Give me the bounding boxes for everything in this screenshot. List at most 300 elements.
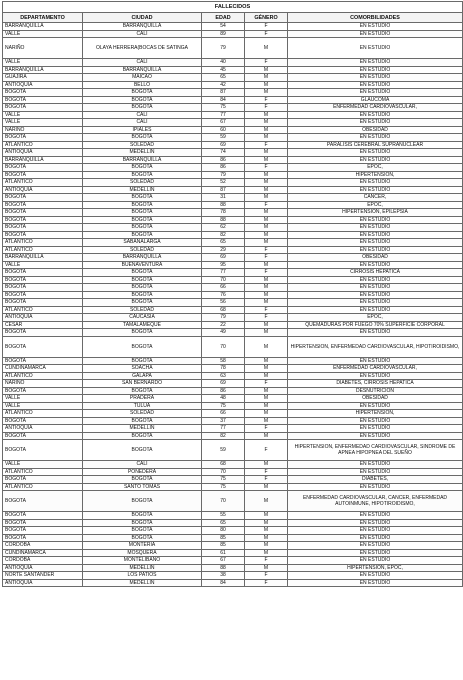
cell-edad: 45 [202,66,245,74]
cell-comorbilidades: EN ESTUDIO [288,549,463,557]
cell-comorbilidades: EN ESTUDIO [288,119,463,127]
cell-genero: M [245,432,288,440]
column-header-ciudad: CIUDAD [83,13,202,23]
cell-ciudad: BOGOTA [83,284,202,292]
table-row [3,491,463,512]
cell-ciudad: BARRANQUILLA [83,66,202,74]
cell-genero: M [245,81,288,89]
cell-comorbilidades: EN ESTUDIO [288,38,463,59]
cell-departamento: BOGOTA [3,284,83,292]
cell-departamento: BOGOTA [3,134,83,142]
table-title: FALLECIDOS [3,2,463,13]
cell-ciudad: SOLEDAD [83,306,202,314]
cell-edad: 67 [202,557,245,565]
cell-comorbilidades: EN ESTUDIO [288,186,463,194]
cell-comorbilidades: EN ESTUDIO [288,534,463,542]
cell-edad: 77 [202,111,245,119]
cell-departamento: ANTIOQUIA [3,81,83,89]
cell-comorbilidades: QUEMADURAS POR FUEGO 70% SUPERFICIE CORPORAL [288,321,463,329]
cell-comorbilidades: OBESIDAD [288,395,463,403]
cell-comorbilidades: EN ESTUDIO [288,357,463,365]
cell-edad: 79 [202,314,245,322]
cell-ciudad: BOGOTA [83,299,202,307]
table-row [3,89,463,97]
cell-edad: 49 [202,329,245,337]
cell-edad: 59 [202,440,245,461]
table-row [3,306,463,314]
cell-ciudad: MEDELLIN [83,564,202,572]
table-row [3,104,463,112]
cell-edad: 70 [202,276,245,284]
table-row [3,276,463,284]
cell-ciudad: BUENAVENTURA [83,261,202,269]
cell-comorbilidades: EN ESTUDIO [288,579,463,587]
cell-departamento: VALLE [3,30,83,38]
cell-genero: M [245,291,288,299]
cell-edad: 68 [202,306,245,314]
cell-ciudad: BOGOTA [83,89,202,97]
cell-comorbilidades: EN ESTUDIO [288,372,463,380]
cell-edad: 63 [202,372,245,380]
cell-edad: 69 [202,254,245,262]
table-row [3,432,463,440]
cell-ciudad: BOGOTA [83,209,202,217]
cell-genero: F [245,164,288,172]
cell-comorbilidades: EN ESTUDIO [288,74,463,82]
cell-edad: 75 [202,402,245,410]
cell-comorbilidades: ENFERMEDAD CARDIOVASCULAR, [288,104,463,112]
table-row [3,468,463,476]
table-row [3,483,463,491]
cell-departamento: BOGOTA [3,171,83,179]
cell-genero: M [245,461,288,469]
cell-genero: M [245,119,288,127]
cell-comorbilidades: OBESIDAD [288,126,463,134]
cell-genero: F [245,425,288,433]
cell-genero: F [245,380,288,388]
cell-edad: 87 [202,186,245,194]
table-header-row [3,13,463,23]
cell-departamento: BOGOTA [3,201,83,209]
cell-comorbilidades: EN ESTUDIO [288,306,463,314]
cell-comorbilidades: EN ESTUDIO [288,224,463,232]
table-row [3,329,463,337]
cell-edad: 65 [202,239,245,247]
cell-genero: M [245,111,288,119]
cell-departamento: BOGOTA [3,527,83,535]
cell-edad: 84 [202,579,245,587]
table-row [3,246,463,254]
cell-genero: F [245,201,288,209]
table-row [3,261,463,269]
cell-comorbilidades: HIPERTENSION, EPILEPSIA [288,209,463,217]
cell-departamento: BOGOTA [3,209,83,217]
cell-comorbilidades: OBESIDAD [288,254,463,262]
cell-edad: 89 [202,30,245,38]
cell-ciudad: BOGOTA [83,387,202,395]
cell-genero: M [245,38,288,59]
cell-comorbilidades: EN ESTUDIO [288,572,463,580]
cell-ciudad: MEDELLIN [83,579,202,587]
cell-departamento: BOGOTA [3,357,83,365]
table-row [3,387,463,395]
cell-ciudad: BOGOTA [83,357,202,365]
cell-edad: 52 [202,179,245,187]
cell-genero: F [245,314,288,322]
cell-comorbilidades: HIPERTENSION, [288,410,463,418]
cell-comorbilidades: EN ESTUDIO [288,432,463,440]
cell-comorbilidades: EPOC, [288,164,463,172]
cell-edad: 88 [202,216,245,224]
cell-genero: M [245,276,288,284]
cell-comorbilidades: EN ESTUDIO [288,134,463,142]
table-row [3,572,463,580]
cell-genero: M [245,209,288,217]
table-row [3,81,463,89]
cell-departamento: BOGOTA [3,387,83,395]
cell-genero: M [245,66,288,74]
cell-departamento: ATLANTICO [3,141,83,149]
cell-ciudad: MEDELLIN [83,425,202,433]
cell-ciudad: SANTO TOMAS [83,483,202,491]
cell-ciudad: SOACHA [83,365,202,373]
cell-ciudad: BOGOTA [83,164,202,172]
column-header-edad: EDAD [202,13,245,23]
cell-comorbilidades: DIABETES, [288,476,463,484]
table-row [3,239,463,247]
cell-genero: F [245,96,288,104]
cell-comorbilidades: CIRROSIS HEPATICA [288,269,463,277]
cell-comorbilidades: EN ESTUDIO [288,527,463,535]
cell-genero: M [245,372,288,380]
cell-comorbilidades: EN ESTUDIO [288,149,463,157]
table-row [3,357,463,365]
cell-departamento: BOGOTA [3,417,83,425]
cell-edad: 75 [202,483,245,491]
cell-edad: 86 [202,156,245,164]
cell-edad: 79 [202,38,245,59]
cell-comorbilidades: EN ESTUDIO [288,156,463,164]
cell-departamento: ATLANTICO [3,483,83,491]
cell-ciudad: BARRANQUILLA [83,254,202,262]
cell-ciudad: BELLO [83,81,202,89]
cell-edad: 65 [202,519,245,527]
cell-comorbilidades: GLAUCOMA [288,96,463,104]
cell-genero: M [245,410,288,418]
cell-genero: M [245,224,288,232]
cell-departamento: BOGOTA [3,276,83,284]
table-row [3,179,463,187]
cell-ciudad: BOGOTA [83,104,202,112]
cell-ciudad: BOGOTA [83,134,202,142]
cell-comorbilidades: EN ESTUDIO [288,519,463,527]
cell-departamento: BARRANQUILLA [3,66,83,74]
cell-departamento: VALLE [3,261,83,269]
cell-ciudad: SABANALARGA [83,239,202,247]
cell-genero: M [245,512,288,520]
cell-genero: M [245,491,288,512]
cell-edad: 86 [202,164,245,172]
cell-departamento: CUNDINAMARCA [3,549,83,557]
table-row [3,542,463,550]
cell-edad: 60 [202,126,245,134]
deaths-table [2,1,463,587]
cell-ciudad: MONTERIA [83,542,202,550]
cell-departamento: ANTIOQUIA [3,314,83,322]
cell-ciudad: BOGOTA [83,512,202,520]
cell-ciudad: BOGOTA [83,216,202,224]
table-row [3,476,463,484]
cell-edad: 37 [202,417,245,425]
cell-ciudad: TULUA [83,402,202,410]
cell-departamento: BOGOTA [3,224,83,232]
cell-departamento: ANTIOQUIA [3,564,83,572]
table-row [3,380,463,388]
cell-departamento: ATLANTICO [3,306,83,314]
cell-comorbilidades: EN ESTUDIO [288,542,463,550]
cell-edad: 54 [202,23,245,31]
cell-genero: M [245,357,288,365]
cell-edad: 22 [202,321,245,329]
cell-genero: M [245,89,288,97]
cell-ciudad: BOGOTA [83,194,202,202]
cell-genero: M [245,134,288,142]
cell-genero: M [245,194,288,202]
cell-ciudad: MEDELLIN [83,186,202,194]
table-row [3,74,463,82]
cell-departamento: BOGOTA [3,440,83,461]
table-row [3,549,463,557]
table-row [3,564,463,572]
cell-edad: 29 [202,246,245,254]
cell-departamento: BOGOTA [3,96,83,104]
cell-comorbilidades: CANCER, [288,194,463,202]
cell-departamento: BOGOTA [3,336,83,357]
cell-genero: M [245,186,288,194]
cell-comorbilidades: DIABETES, CIRROSIS HEPATICA [288,380,463,388]
table-row [3,126,463,134]
cell-ciudad: BOGOTA [83,440,202,461]
cell-comorbilidades: EN ESTUDIO [288,483,463,491]
cell-genero: M [245,231,288,239]
table-row [3,527,463,535]
column-header-departamento: DEPARTAMENTO [3,13,83,23]
cell-ciudad: BARRANQUILLA [83,23,202,31]
cell-ciudad: BOGOTA [83,476,202,484]
cell-ciudad: CAUCASIA [83,314,202,322]
cell-ciudad: BOGOTA [83,276,202,284]
cell-departamento: ATLANTICO [3,372,83,380]
cell-ciudad: BOGOTA [83,519,202,527]
cell-genero: M [245,149,288,157]
table-row [3,299,463,307]
cell-edad: 61 [202,549,245,557]
cell-genero: M [245,534,288,542]
cell-departamento: VALLE [3,119,83,127]
cell-genero: F [245,468,288,476]
table-row [3,171,463,179]
cell-ciudad: BOGOTA [83,96,202,104]
table-row [3,417,463,425]
cell-departamento: CORDOBA [3,557,83,565]
cell-comorbilidades: EN ESTUDIO [288,276,463,284]
cell-edad: 84 [202,96,245,104]
cell-ciudad: MONTELIBANO [83,557,202,565]
cell-ciudad: BOGOTA [83,224,202,232]
cell-edad: 77 [202,425,245,433]
cell-genero: M [245,519,288,527]
table-row [3,254,463,262]
cell-genero: M [245,365,288,373]
cell-ciudad: SAN BERNARDO [83,380,202,388]
cell-comorbilidades: EN ESTUDIO [288,59,463,67]
cell-genero: M [245,216,288,224]
table-row [3,534,463,542]
cell-comorbilidades: EN ESTUDIO [288,30,463,38]
cell-genero: F [245,269,288,277]
cell-comorbilidades: EN ESTUDIO [288,111,463,119]
cell-departamento: BOGOTA [3,299,83,307]
table-row [3,372,463,380]
table-row [3,186,463,194]
cell-departamento: GUAJIRA [3,74,83,82]
cell-genero: M [245,299,288,307]
cell-edad: 95 [202,261,245,269]
cell-comorbilidades: EN ESTUDIO [288,89,463,97]
cell-ciudad: MAICAO [83,74,202,82]
cell-comorbilidades: EN ESTUDIO [288,284,463,292]
cell-genero: M [245,156,288,164]
cell-edad: 85 [202,542,245,550]
table-row [3,156,463,164]
cell-edad: 68 [202,461,245,469]
table-row [3,336,463,357]
table-row [3,291,463,299]
cell-comorbilidades: HIPERTENSION, ENFERMEDAD CARDIOVASCULAR, HIPOTIROIDISMO, [288,336,463,357]
table-row [3,425,463,433]
table-row [3,557,463,565]
cell-genero: M [245,564,288,572]
cell-departamento: VALLE [3,461,83,469]
table-row [3,134,463,142]
column-header-genero: GÉNERO [245,13,288,23]
cell-comorbilidades: EN ESTUDIO [288,417,463,425]
cell-departamento: NARIÑO [3,126,83,134]
table-row [3,194,463,202]
cell-genero: F [245,104,288,112]
cell-edad: 75 [202,104,245,112]
cell-ciudad: SOLEDAD [83,179,202,187]
cell-edad: 42 [202,81,245,89]
table-row [3,321,463,329]
cell-genero: M [245,395,288,403]
cell-ciudad: BOGOTA [83,231,202,239]
cell-ciudad: BOGOTA [83,329,202,337]
cell-departamento: BOGOTA [3,329,83,337]
cell-departamento: CESAR [3,321,83,329]
cell-ciudad: BOGOTA [83,291,202,299]
cell-edad: 62 [202,224,245,232]
cell-departamento: BARRANQUILLA [3,254,83,262]
table-row [3,395,463,403]
cell-genero: M [245,321,288,329]
cell-ciudad: LOS PATIOS [83,572,202,580]
cell-edad: 79 [202,171,245,179]
cell-edad: 38 [202,572,245,580]
cell-departamento: ATLANTICO [3,246,83,254]
table-title-row [3,2,463,13]
table-row [3,512,463,520]
cell-edad: 74 [202,149,245,157]
cell-genero: F [245,579,288,587]
cell-departamento: ANTIOQUIA [3,579,83,587]
cell-genero: M [245,402,288,410]
cell-edad: 77 [202,269,245,277]
cell-comorbilidades: EN ESTUDIO [288,402,463,410]
cell-comorbilidades: ENFERMEDAD CARDIOVASCULAR, CANCER, ENFERMEDAD AUTOINMUNE, HIPOTIROIDISMO, [288,491,463,512]
cell-genero: F [245,440,288,461]
cell-departamento: BOGOTA [3,291,83,299]
cell-comorbilidades: EN ESTUDIO [288,246,463,254]
cell-comorbilidades: EN ESTUDIO [288,81,463,89]
cell-ciudad: CALI [83,111,202,119]
table-row [3,111,463,119]
table-row [3,23,463,31]
cell-comorbilidades: EN ESTUDIO [288,23,463,31]
table-body [3,23,463,587]
cell-genero: M [245,239,288,247]
cell-edad: 65 [202,74,245,82]
cell-edad: 66 [202,410,245,418]
cell-edad: 70 [202,468,245,476]
cell-edad: 87 [202,89,245,97]
cell-edad: 78 [202,365,245,373]
cell-ciudad: BOGOTA [83,527,202,535]
cell-genero: M [245,179,288,187]
table-row [3,231,463,239]
cell-departamento: ANTIOQUIA [3,186,83,194]
table-row [3,59,463,67]
cell-comorbilidades: EN ESTUDIO [288,291,463,299]
cell-comorbilidades: DESNUTRICIÓN [288,387,463,395]
cell-departamento: BOGOTA [3,476,83,484]
cell-comorbilidades: EN ESTUDIO [288,239,463,247]
cell-ciudad: OLAYA HERRERA(BOCAS DE SATINGA [83,38,202,59]
cell-comorbilidades: EN ESTUDIO [288,179,463,187]
cell-edad: 70 [202,491,245,512]
cell-departamento: BOGOTA [3,512,83,520]
cell-comorbilidades: EPOC, [288,314,463,322]
cell-ciudad: BARRANQUILLA [83,156,202,164]
table-row [3,461,463,469]
cell-genero: M [245,387,288,395]
cell-edad: 78 [202,209,245,217]
table-row [3,269,463,277]
cell-genero: M [245,483,288,491]
cell-comorbilidades: EN ESTUDIO [288,425,463,433]
deaths-sheet [2,1,462,587]
cell-genero: M [245,329,288,337]
cell-comorbilidades: PARALISIS CEREBRAL SUPRANUCLEAR [288,141,463,149]
cell-ciudad: CALI [83,59,202,67]
cell-departamento: CORDOBA [3,542,83,550]
table-row [3,149,463,157]
table-row [3,224,463,232]
table-row [3,30,463,38]
cell-ciudad: CALI [83,461,202,469]
cell-genero: F [245,254,288,262]
cell-genero: M [245,417,288,425]
